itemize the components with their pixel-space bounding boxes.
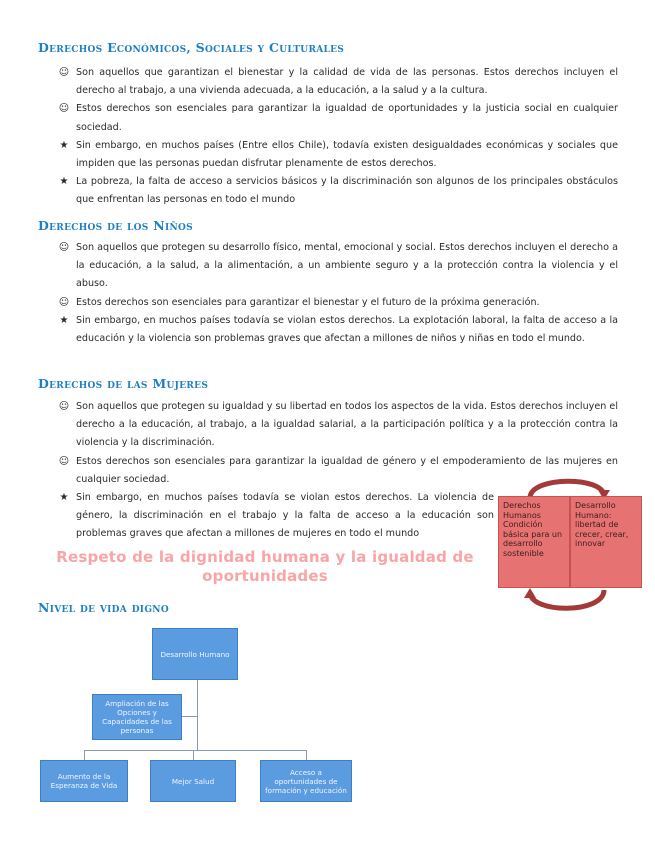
list-item: ★ La pobreza, la falta de acceso a servicios básicos y la discriminación son algunos de los principales obstáculos que enfrentan las personas en todo el mundo	[58, 173, 618, 209]
connector-line	[182, 716, 197, 717]
list-item: ☺ Son aquellos que protegen su igualdad y su libertad en todos los aspectos de la vida. Estos derechos incluyen el derecho a la educación, al trabajo, a la igualdad salarial, a la participación política y a la protección contra la violencia y la discriminación.	[58, 398, 618, 453]
org-node-leaf: Mejor Salud	[150, 760, 236, 802]
org-node-root: Desarrollo Humano	[152, 628, 238, 680]
org-node-leaf: Acceso a oportunidades de formación y educación	[260, 760, 352, 802]
smiley-icon: ☺	[58, 401, 70, 412]
org-node-middle: Ampliación de las Opciones y Capacidades de las personas	[92, 694, 182, 740]
section-title-childrens-rights: Derechos de los Niños	[38, 218, 193, 233]
section-title-economic-rights: Derechos Económicos, Sociales y Culturales	[38, 40, 345, 55]
economic-rights-list	[58, 64, 618, 210]
connector-line	[306, 750, 307, 760]
list-item: ★ Sin embargo, en muchos países todavía se violan estos derechos. La violencia de género, la discriminación en el trabajo y la falta de acceso a la educación son problemas graves que afectan a millones de mujeres en todo el mundo	[58, 489, 494, 544]
connector-line	[84, 750, 85, 760]
section-title-womens-rights: Derechos de las Mujeres	[38, 376, 209, 391]
connector-line	[84, 750, 306, 751]
list-item: ☺ Son aquellos que garantizan el bienestar y la calidad de vida de las personas. Estos derechos incluyen el derecho al trabajo, a una vivienda adecuada, a la educación, a la salud y a la cultura.	[58, 64, 618, 100]
smiley-icon: ☺	[58, 296, 70, 308]
smiley-icon: ☺	[58, 67, 70, 78]
section-title-living-standard: Nivel de vida digno	[38, 600, 169, 615]
star-icon: ★	[59, 176, 69, 188]
list-item: ☺ Son aquellos que protegen su desarrollo físico, mental, emocional y social. Estos derechos incluyen el derecho a la educación, a la salud, a la alimentación, a un ambiente seguro y a la protección contra la violencia y el abuso.	[58, 239, 618, 294]
star-icon: ★	[59, 314, 69, 326]
list-item: ★ Sin embargo, en muchos países (Entre ellos Chile), todavía existen desigualdades económicas y sociales que impiden que las personas puedan disfrutar plenamente de estos derechos.	[58, 137, 618, 173]
list-item: ★ Sin embargo, en muchos países todavía se violan estos derechos. La explotación laboral, la falta de acceso a la educación y la violencia son problemas graves que afectan a millones de niños y niñas en todo el mundo.	[58, 312, 618, 348]
childrens-rights-list	[58, 239, 618, 348]
human-development-box: Desarrollo Humano: libertad de crecer, crear, innovar	[570, 496, 642, 588]
list-item: ☺ Estos derechos son esenciales para garantizar el bienestar y el futuro de la próxima generación.	[58, 294, 618, 312]
star-icon: ★	[59, 492, 69, 504]
smiley-icon: ☺	[58, 242, 70, 253]
connector-line	[197, 680, 198, 750]
human-rights-cycle-diagram	[490, 474, 650, 614]
star-icon: ★	[59, 139, 69, 151]
list-item: ☺ Estos derechos son esenciales para garantizar la igualdad de género y el empoderamiento de las mujeres en cualquier sociedad.	[58, 453, 618, 489]
human-rights-box: Derechos Humanos Condición básica para un desarrollo sostenible	[498, 496, 570, 588]
org-node-leaf: Aumento de la Esperanza de Vida	[40, 760, 128, 802]
connector-line	[193, 750, 194, 760]
headline: Respeto de la dignidad humana y la igualdad de oportunidades	[56, 548, 474, 585]
smiley-icon: ☺	[58, 455, 70, 467]
list-item: ☺ Estos derechos son esenciales para garantizar la igualdad de oportunidades y la justicia social en cualquier sociedad.	[58, 100, 618, 136]
smiley-icon: ☺	[58, 103, 70, 115]
